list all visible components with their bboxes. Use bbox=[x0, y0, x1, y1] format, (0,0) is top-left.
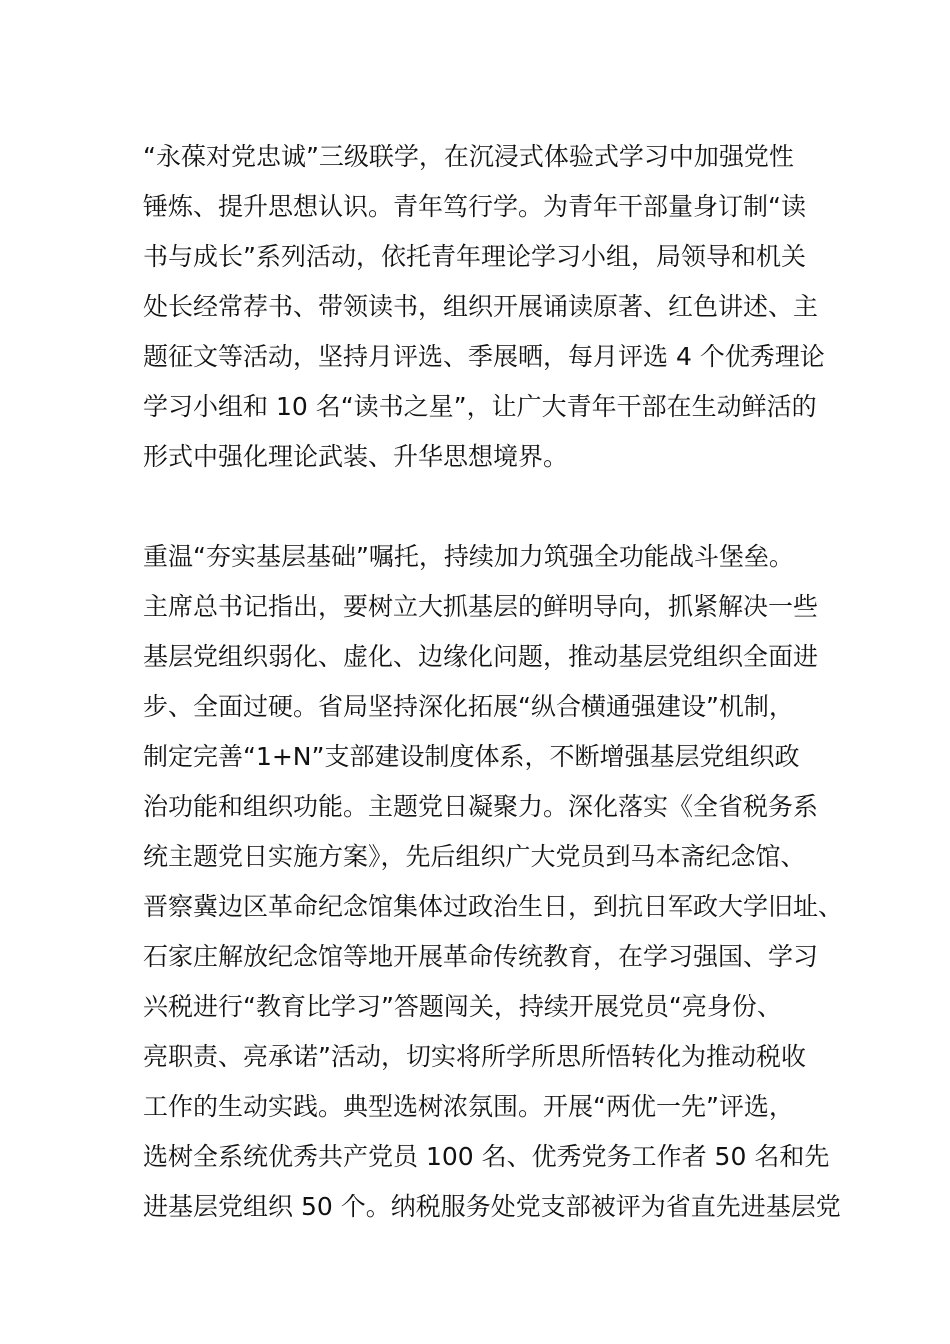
text-line: 重温“夯实基层基础”嘱托，持续加力筑强全功能战斗堡垒。 bbox=[143, 542, 794, 571]
text-line: “永葆对党忠诚”三级联学，在沉浸式体验式学习中加强党性 bbox=[143, 142, 794, 171]
text-line: 工作的生动实践。典型选树浓氛围。开展“两优一先”评选， bbox=[143, 1092, 794, 1121]
text-line: 书与成长”系列活动，依托青年理论学习小组，局领导和机关 bbox=[143, 242, 806, 271]
text-line: 晋察冀边区革命纪念馆集体过政治生日，到抗日军政大学旧址、 bbox=[143, 892, 844, 921]
text-line: 主席总书记指出，要树立大抓基层的鲜明导向，抓紧解决一些 bbox=[143, 592, 819, 621]
text-line: 学习小组和 10 名“读书之星”，让广大青年干部在生动鲜活的 bbox=[143, 392, 817, 421]
text-line: 石家庄解放纪念馆等地开展革命传统教育，在学习强国、学习 bbox=[143, 942, 819, 971]
paragraph-1 bbox=[143, 132, 825, 482]
text-line: 进基层党组织 50 个。纳税服务处党支部被评为省直先进基层党 bbox=[143, 1192, 841, 1221]
text-line: 兴税进行“教育比学习”答题闯关，持续开展党员“亮身份、 bbox=[143, 992, 782, 1021]
text-line: 步、全面过硬。省局坚持深化拓展“纵合横通强建设”机制， bbox=[143, 692, 794, 721]
text-line: 基层党组织弱化、虚化、边缘化问题，推动基层党组织全面进 bbox=[143, 642, 819, 671]
paragraph-2 bbox=[143, 532, 844, 1232]
text-line: 治功能和组织功能。主题党日凝聚力。深化落实《全省税务系 bbox=[143, 792, 819, 821]
text-line: 统主题党日实施方案》，先后组织广大党员到马本斋纪念馆、 bbox=[143, 842, 806, 871]
text-line: 制定完善“1+N”支部建设制度体系，不断增强基层党组织政 bbox=[143, 742, 800, 771]
text-line: 处长经常荐书、带领读书，组织开展诵读原著、红色讲述、主 bbox=[143, 292, 819, 321]
text-line: 锤炼、提升思想认识。青年笃行学。为青年干部量身订制“读 bbox=[143, 192, 806, 221]
text-line: 形式中强化理论武装、升华思想境界。 bbox=[143, 442, 569, 471]
text-line: 选树全系统优秀共产党员 100 名、优秀党务工作者 50 名和先 bbox=[143, 1142, 830, 1171]
text-line: 亮职责、亮承诺”活动，切实将所学所思所悟转化为推动税收 bbox=[143, 1042, 806, 1071]
text-line: 题征文等活动，坚持月评选、季展晒，每月评选 4 个优秀理论 bbox=[143, 342, 825, 371]
